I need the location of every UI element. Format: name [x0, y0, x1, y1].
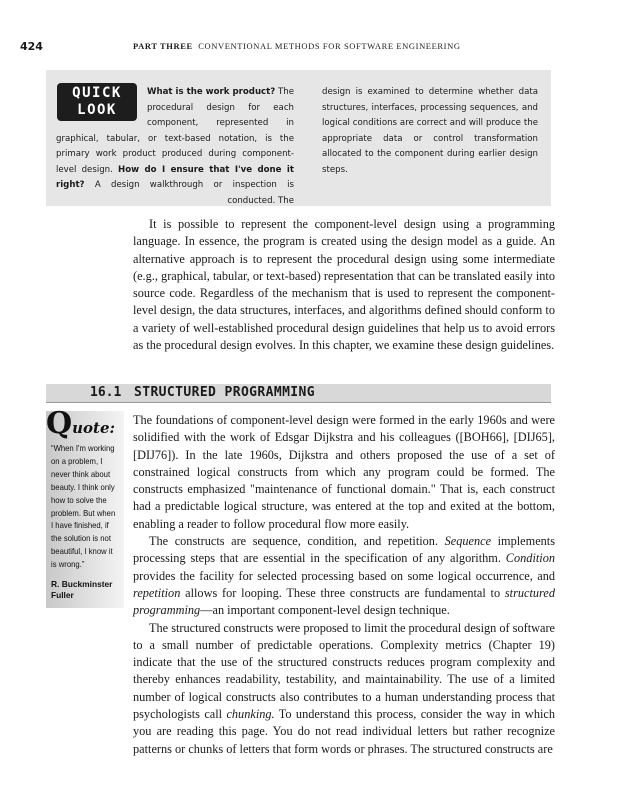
quote-heading: Quote: [46, 406, 116, 441]
term-repetition: repetition [133, 585, 181, 600]
part-title: CONVENTIONAL METHODS FOR SOFTWARE ENGINEERING [198, 41, 461, 51]
running-header [20, 40, 620, 56]
quick-look-column-1 [56, 85, 294, 209]
badge-line-2: LOOK [77, 102, 117, 118]
badge-line-1: QUICK [72, 85, 122, 101]
body-paragraph-3: The structured constructs were proposed to limit the procedural design of software to a small number of predictable operations. Complexity metrics (Chapter 19) indicate that the use of the structured constructs reduces program complexity and thereby enhances readability, testability, and maintainability. The use of a limited number of logical constructs also contributes to a human understanding process that psychologists call chunking. To understand this process, consider the way in which you are reading this page. You do not read individual letters but rather recognize patterns or chunks of letters that form words or phrases. The structured constructs are [133, 620, 556, 756]
term-condition: Condition [505, 551, 555, 566]
section-title: STRUCTURED PROGRAMMING [134, 385, 315, 400]
page-number: 424 [20, 40, 43, 53]
part-label: PART THREE [133, 41, 193, 51]
body-paragraph-1: The foundations of component-level design were formed in the early 1960s and were solidified with the work of Edsgar Dijkstra and his colleagues ([BOH66], [DIJ65], [DIJ76]). In the late 1960s, Dijkstra and others proposed the use of a set of constrained logical constructs from which any program could be formed. The constructs emphasized "maintenance of functional domain." That is, each construct had a predictable logical structure, was entered at the top and exited at the bottom, enabling a reader to follow procedural flow more easily. [133, 413, 555, 531]
quote-text: “When I'm working on a problem, I never think about beauty. I think only how to solve the problem. But when I have finished, if the solution is not beautiful, I know it is wrong.” [51, 443, 116, 570]
intro-paragraph: It is possible to represent the component-level design using a programming language. In essence, the program is created using the design model as a guide. An alternative approach is to represent the procedural design using some intermediate (e.g., graphical, tabular, or text-based) representation that can be translated easily into source code. Regardless of the mechanism that is used to represent the component-level design, the data structures, interfaces, and algorithms defined should conform to a variety of well-established procedural design guidelines that help us to avoid errors as the procedural design evolves. In this chapter, we examine these design guidelines. [133, 217, 555, 353]
quick-look-question-2: How do I ensure that I've done it right? [56, 164, 294, 190]
sidebar-quote [46, 406, 124, 608]
quick-look-box [46, 70, 551, 206]
section-number: 16.1 [90, 385, 122, 400]
section-body [133, 412, 555, 758]
quick-look-answer-1: What is the work product? The procedural design for each component, represented in graphical, tabular, or text-based notation, is the primary work product produced during component-level design. How do I ensure that I've done it right? A design walkthrough or inspection is conducted. The [56, 87, 294, 206]
quote-mark-icon: Q [46, 406, 73, 441]
section-heading [46, 384, 551, 403]
term-structured-programming: structured programming [133, 585, 555, 618]
term-chunking: chunking. [226, 707, 275, 722]
term-sequence: Sequence [444, 534, 492, 549]
running-head [133, 41, 461, 51]
quote-author: R. Buckminster Fuller [51, 579, 113, 600]
quick-look-column-2: design is examined to determine whether data structures, interfaces, processing sequences, and logical conditions are correct and will produce the appropriate data or control transformation allocated to the component during earlier design steps. [322, 87, 538, 175]
body-paragraph-2: The constructs are sequence, condition, and repetition. Sequence implements processing steps that are essential in the specification of any algorithm. Condition provides the facility for selected processing based on some logical occurrence, and repetition allows for looping. These three constructs are fundamental to structured programming—an important component-level design technique. [133, 534, 555, 618]
quick-look-question-1: What is the work product? [147, 87, 276, 97]
